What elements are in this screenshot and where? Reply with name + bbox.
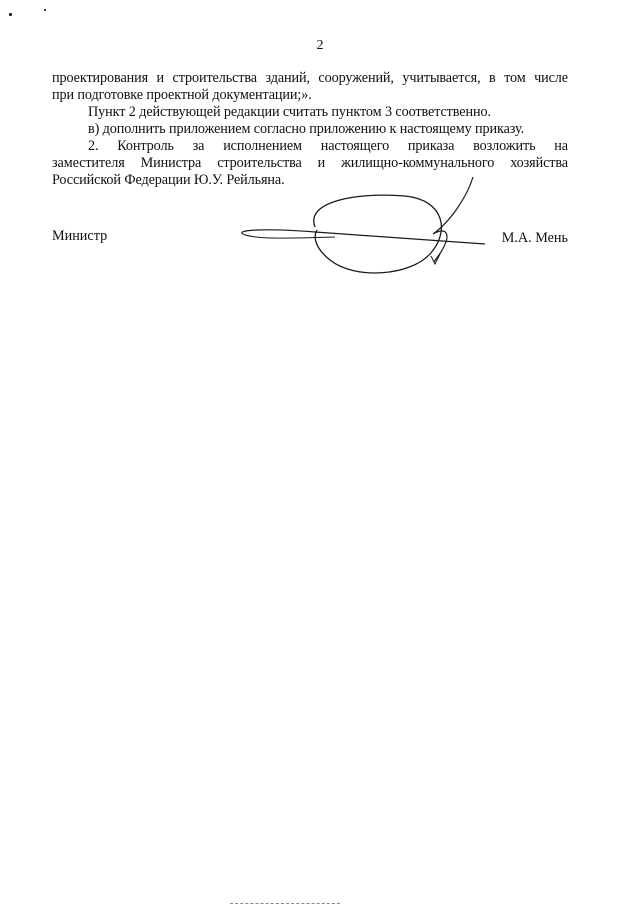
page-number: 2 bbox=[316, 38, 324, 53]
text-line: Российской Федерации Ю.У. Рейльяна. bbox=[52, 172, 285, 188]
text-line: заместителя Министра строительства и жилищно-коммунального хозяйства bbox=[52, 155, 568, 171]
text-line: при подготовке проектной документации;». bbox=[52, 87, 312, 103]
signatory-name: М.А. Мень bbox=[501, 230, 568, 246]
text-line: в) дополнить приложением согласно приложению к настоящему приказу. bbox=[88, 121, 525, 137]
scan-speck bbox=[44, 9, 46, 11]
signatory-title: Министр bbox=[52, 228, 108, 244]
text-line: Пункт 2 действующей редакции считать пунктом 3 соответственно. bbox=[88, 104, 491, 120]
text-line: проектирования и строительства зданий, сооружений, учитывается, в том числе bbox=[52, 70, 568, 86]
text-line: 2. Контроль за исполнением настоящего приказа возложить на bbox=[88, 138, 568, 154]
scan-edge-mark bbox=[230, 903, 340, 904]
scan-speck bbox=[9, 13, 12, 16]
handwritten-signature bbox=[235, 172, 495, 282]
